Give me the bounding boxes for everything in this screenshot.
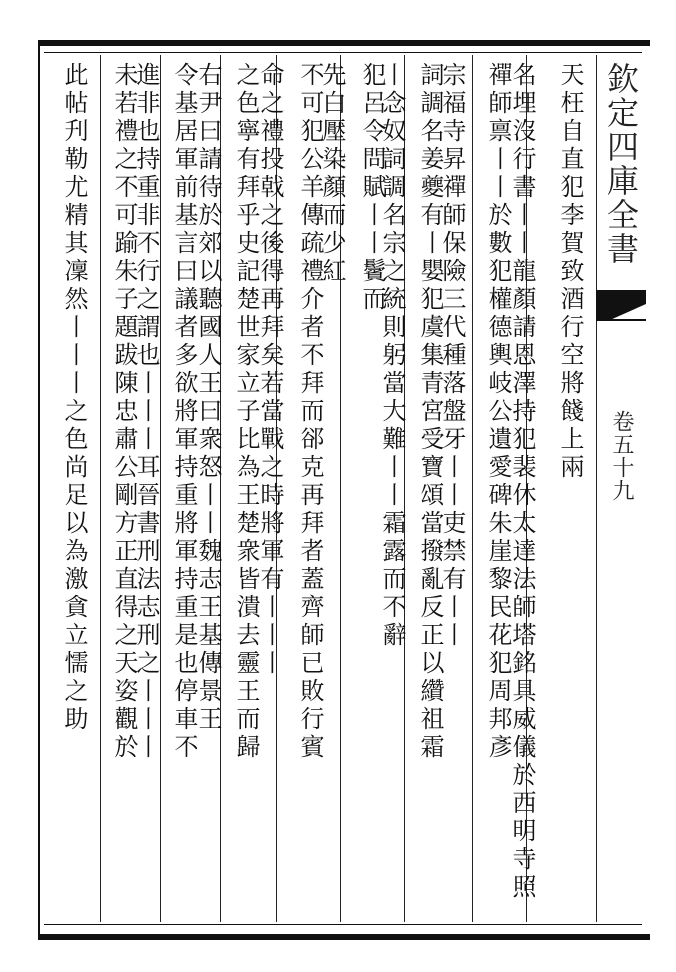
top-rule [44, 52, 642, 53]
text-column: 未若禮之不可踰朱子題跋陳忠肅公剛方正直得之天姿觀於 [110, 62, 138, 762]
text-column: 命之禮投戟之後得再拜矣若當戰之時將軍有丨丨丨 [256, 62, 284, 678]
text-column: 不可犯公羊傳疏禮介者不拜而郤克再拜者蓋齊師已敗行賓 [296, 62, 324, 762]
juan-label: 卷五十九 [609, 410, 634, 502]
column-rule [100, 55, 101, 922]
text-column: 禪師禀丨丨於數犯權德輿岐公遺愛碑朱崖黎民花犯周邦彥 [484, 62, 512, 762]
text-column: 進非也持重非不行之謂也丨丨丨耳晉書刑法志刑之丨丨丨 [132, 62, 160, 762]
text-column: 右尹曰請待於郊以聽國人王曰衆怒丨丨魏志王基傳景王 [194, 62, 222, 734]
fishtail-mark [596, 290, 646, 334]
text-column: 令基居軍前基言曰議者多欲將軍持重將軍持重是也停車不 [170, 62, 198, 762]
text-column: 天枉自直犯李賀致酒行空將餞上兩 [556, 62, 584, 482]
text-column: 詞調名姜夔有丨嬰犯虞集青宮受寶頌當撥亂反正以纘祖霜 [416, 62, 444, 762]
text-column: 宗福寺昇禪師保險三代種落盤牙丨丨吏禁有丨丨 [438, 62, 466, 650]
bottom-rule [44, 924, 642, 925]
text-column: 犯呂令問賦丨丨鬢而 [358, 62, 386, 314]
text-column: 此帖刋勒尤精其凜然丨丨丨之色尚足以為激貪立懦之助 [60, 62, 88, 734]
text-column: 先白壓染顏而少紅 [318, 62, 346, 286]
text-column: 丨念奴詞調名宗之統則躬當大難丨丨霜露而不辭 [378, 62, 406, 650]
text-column: 名埋沒行書丨丨龍顏請恩澤持犯裴休太達法師塔銘具威儀於西明寺照 [508, 62, 536, 902]
book-title: 欽定四庫全書 [602, 62, 640, 266]
text-column: 之色寧有拜乎史記楚世家立子比為王楚衆皆潰去靈王而歸 [232, 62, 260, 762]
column-rule [596, 55, 597, 922]
